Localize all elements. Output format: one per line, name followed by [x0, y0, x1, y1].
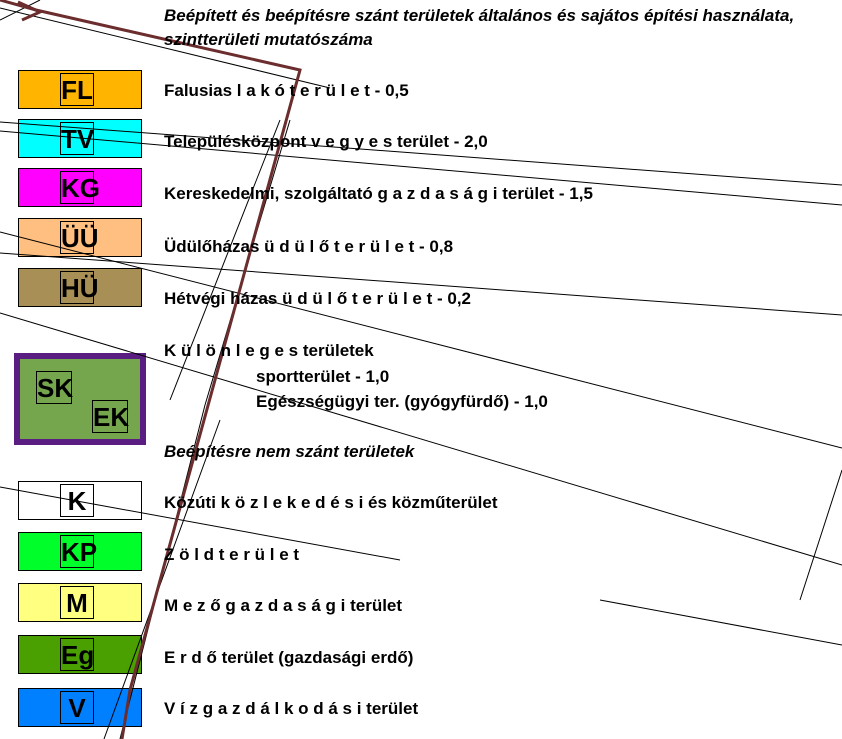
legend-swatch-m — [18, 583, 142, 622]
map-line — [800, 470, 842, 600]
zone-code-ek: EK — [93, 402, 130, 432]
zone-code-sk: SK — [37, 373, 74, 403]
legend-label-tv: Településközpont v e g y e s terület - 2,0 — [164, 132, 488, 151]
legend-sublabel-health: Egészségügyi ter. (gyógyfürdő) - 1,0 — [256, 392, 548, 411]
legend-label-m: M e z ő g a z d a s á g i terület — [164, 596, 403, 615]
zone-code: M — [60, 586, 94, 619]
legend-label-eg: E r d ő terület (gazdasági erdő) — [164, 648, 414, 667]
legend-swatch-uu — [18, 218, 142, 257]
zone-code: ÜÜ — [61, 223, 99, 253]
legend-sublabel-sport: sportterület - 1,0 — [256, 367, 390, 386]
zone-code: Eg — [61, 640, 95, 670]
legend-label-k: Közúti k ö z l e k e d é s i és közműterület — [164, 493, 498, 512]
legend-label-v: V í z g a z d á l k o d á s i terület — [164, 699, 419, 718]
zone-code: KG — [61, 173, 100, 203]
legend-title: Beépített és beépítésre szánt területek általános és sajátos építési használata, szintterületi mutatószáma — [164, 6, 795, 49]
zone-code: HÜ — [61, 273, 99, 303]
zone-code: TV — [61, 124, 95, 154]
legend-swatch-k — [18, 481, 142, 520]
legend-swatch-eg — [18, 635, 142, 674]
legend-swatch-kp — [18, 532, 142, 571]
map-line — [600, 600, 842, 645]
legend-swatch-fl — [18, 70, 142, 109]
legend-swatch-special — [14, 353, 146, 445]
legend-label-kp: Z ö l d t e r ü l e t — [164, 545, 300, 564]
legend-label-hu: Hétvégi házas ü d ü l ő t e r ü l e t - 0,2 — [164, 289, 472, 308]
legend-label-kg: Kereskedelmi, szolgáltató g a z d a s á g i terület - 1,5 — [164, 184, 593, 203]
legend-label-uu: Üdülőházas ü d ü l ő t e r ü l e t - 0,8 — [164, 237, 454, 256]
map-line — [0, 0, 40, 20]
zone-code: K — [60, 484, 94, 517]
zone-code: FL — [61, 75, 93, 105]
zone-code: KP — [61, 537, 98, 567]
legend-label-fl: Falusias l a k ó t e r ü l e t - 0,5 — [164, 81, 409, 100]
legend-swatch-tv — [18, 119, 142, 158]
map-line — [205, 120, 290, 405]
legend-swatch-kg — [18, 168, 142, 207]
legend-label-special: K ü l ö n l e g e s területek — [164, 341, 374, 360]
unbuilt-heading: Beépítésre nem szánt területek — [164, 442, 415, 461]
zone-code: V — [60, 691, 94, 724]
legend-swatch-v — [18, 688, 142, 727]
legend-swatch-hu — [18, 268, 142, 307]
